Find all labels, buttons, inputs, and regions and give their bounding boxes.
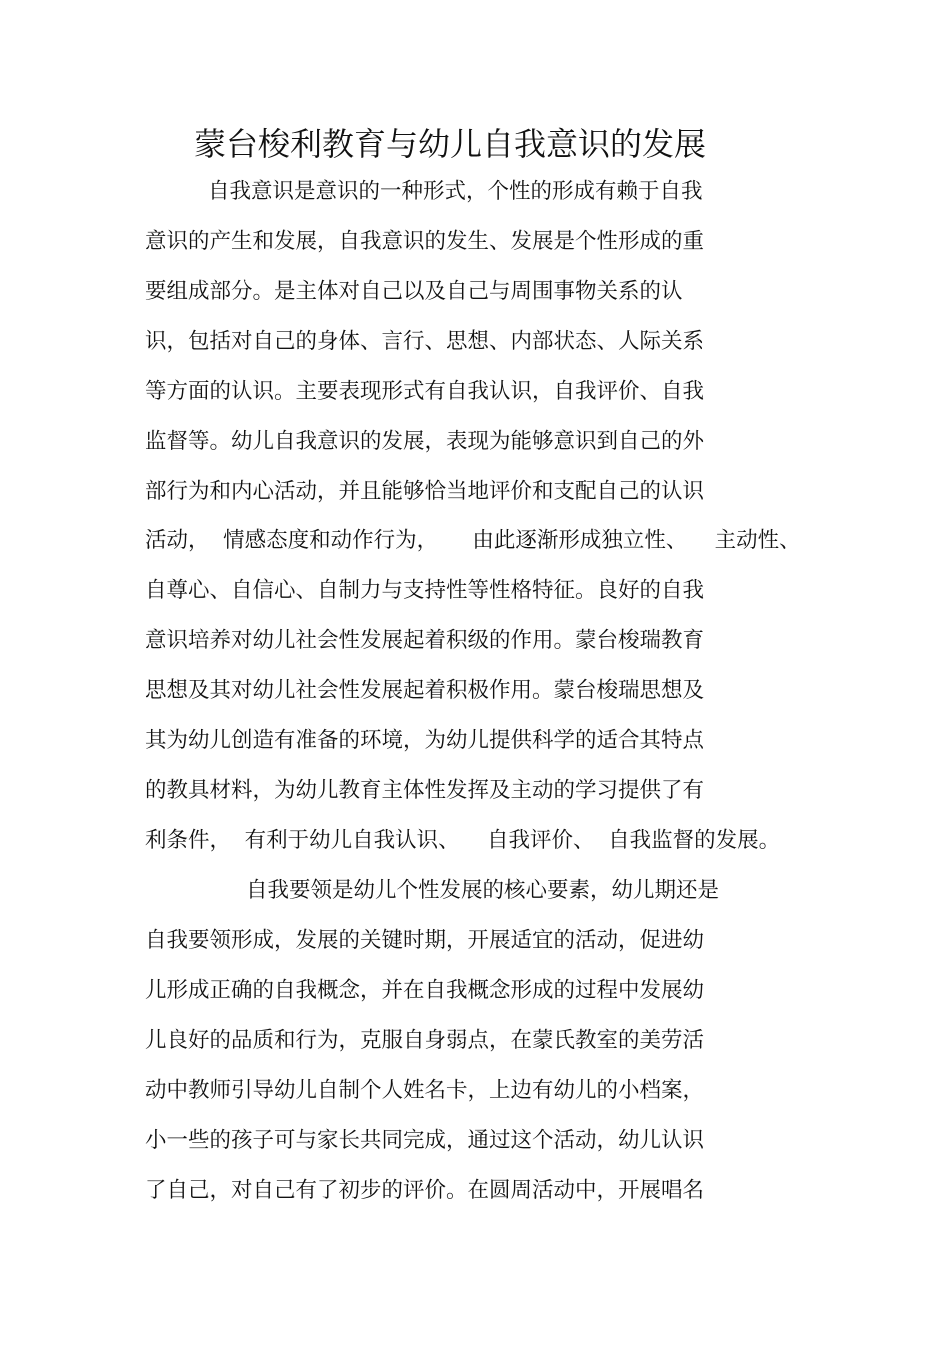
paragraph-line: 自尊心、自信心、自制力与支持性等性格特征。良好的自我 (145, 578, 705, 603)
paragraph-line: 小一些的孩子可与家长共同完成，通过这个活动，幼儿认识 (145, 1128, 705, 1153)
paragraph-line: 识，包括对自己的身体、言行、思想、内部状态、人际关系 (145, 329, 705, 354)
paragraph-line: 儿形成正确的自我概念，并在自我概念形成的过程中发展幼 (145, 978, 705, 1003)
paragraph-line: 要组成部分。是主体对自己以及自己与周围事物关系的认 (145, 279, 683, 304)
paragraph-line: 意识的产生和发展，自我意识的发生、发展是个性形成的重 (145, 229, 705, 254)
paragraph-line: 自我意识是意识的一种形式，个性的形成有赖于自我 (208, 179, 703, 204)
paragraph-line: 等方面的认识。主要表现形式有自我认识，自我评价、自我 (145, 379, 705, 404)
paragraph-line: 意识培养对幼儿社会性发展起着积级的作用。蒙台梭瑞教育 (145, 628, 705, 653)
paragraph-line: 自我要领是幼儿个性发展的核心要素，幼儿期还是 (246, 878, 720, 903)
paragraph-line: 利条件， 有利于幼儿自我认识、 自我评价、 自我监督的发展。 (145, 828, 781, 853)
paragraph-line: 其为幼儿创造有准备的环境，为幼儿提供科学的适合其特点 (145, 728, 705, 753)
paragraph-line: 儿良好的品质和行为，克服自身弱点，在蒙氏教室的美劳活 (145, 1028, 705, 1053)
paragraph-line: 监督等。幼儿自我意识的发展，表现为能够意识到自己的外 (145, 429, 705, 454)
paragraph-line: 动中教师引导幼儿自制个人姓名卡，上边有幼儿的小档案， (145, 1078, 705, 1103)
paragraph-line: 部行为和内心活动，并且能够恰当地评价和支配自己的认识 (145, 479, 705, 504)
paragraph-line: 了自己，对自己有了初步的评价。在圆周活动中，开展唱名 (145, 1178, 705, 1203)
paragraph-line: 自我要领形成，发展的关键时期，开展适宜的活动，促进幼 (145, 928, 705, 953)
paragraph-line: 的教具材料，为幼儿教育主体性发挥及主动的学习提供了有 (145, 778, 705, 803)
document-title: 蒙台梭利教育与幼儿自我意识的发展 (193, 125, 706, 163)
paragraph-line: 活动， 情感态度和动作行为， 由此逐渐形成独立性、 主动性、 (145, 528, 801, 553)
paragraph-line: 思想及其对幼儿社会性发展起着积极作用。蒙台梭瑞思想及 (145, 678, 705, 703)
